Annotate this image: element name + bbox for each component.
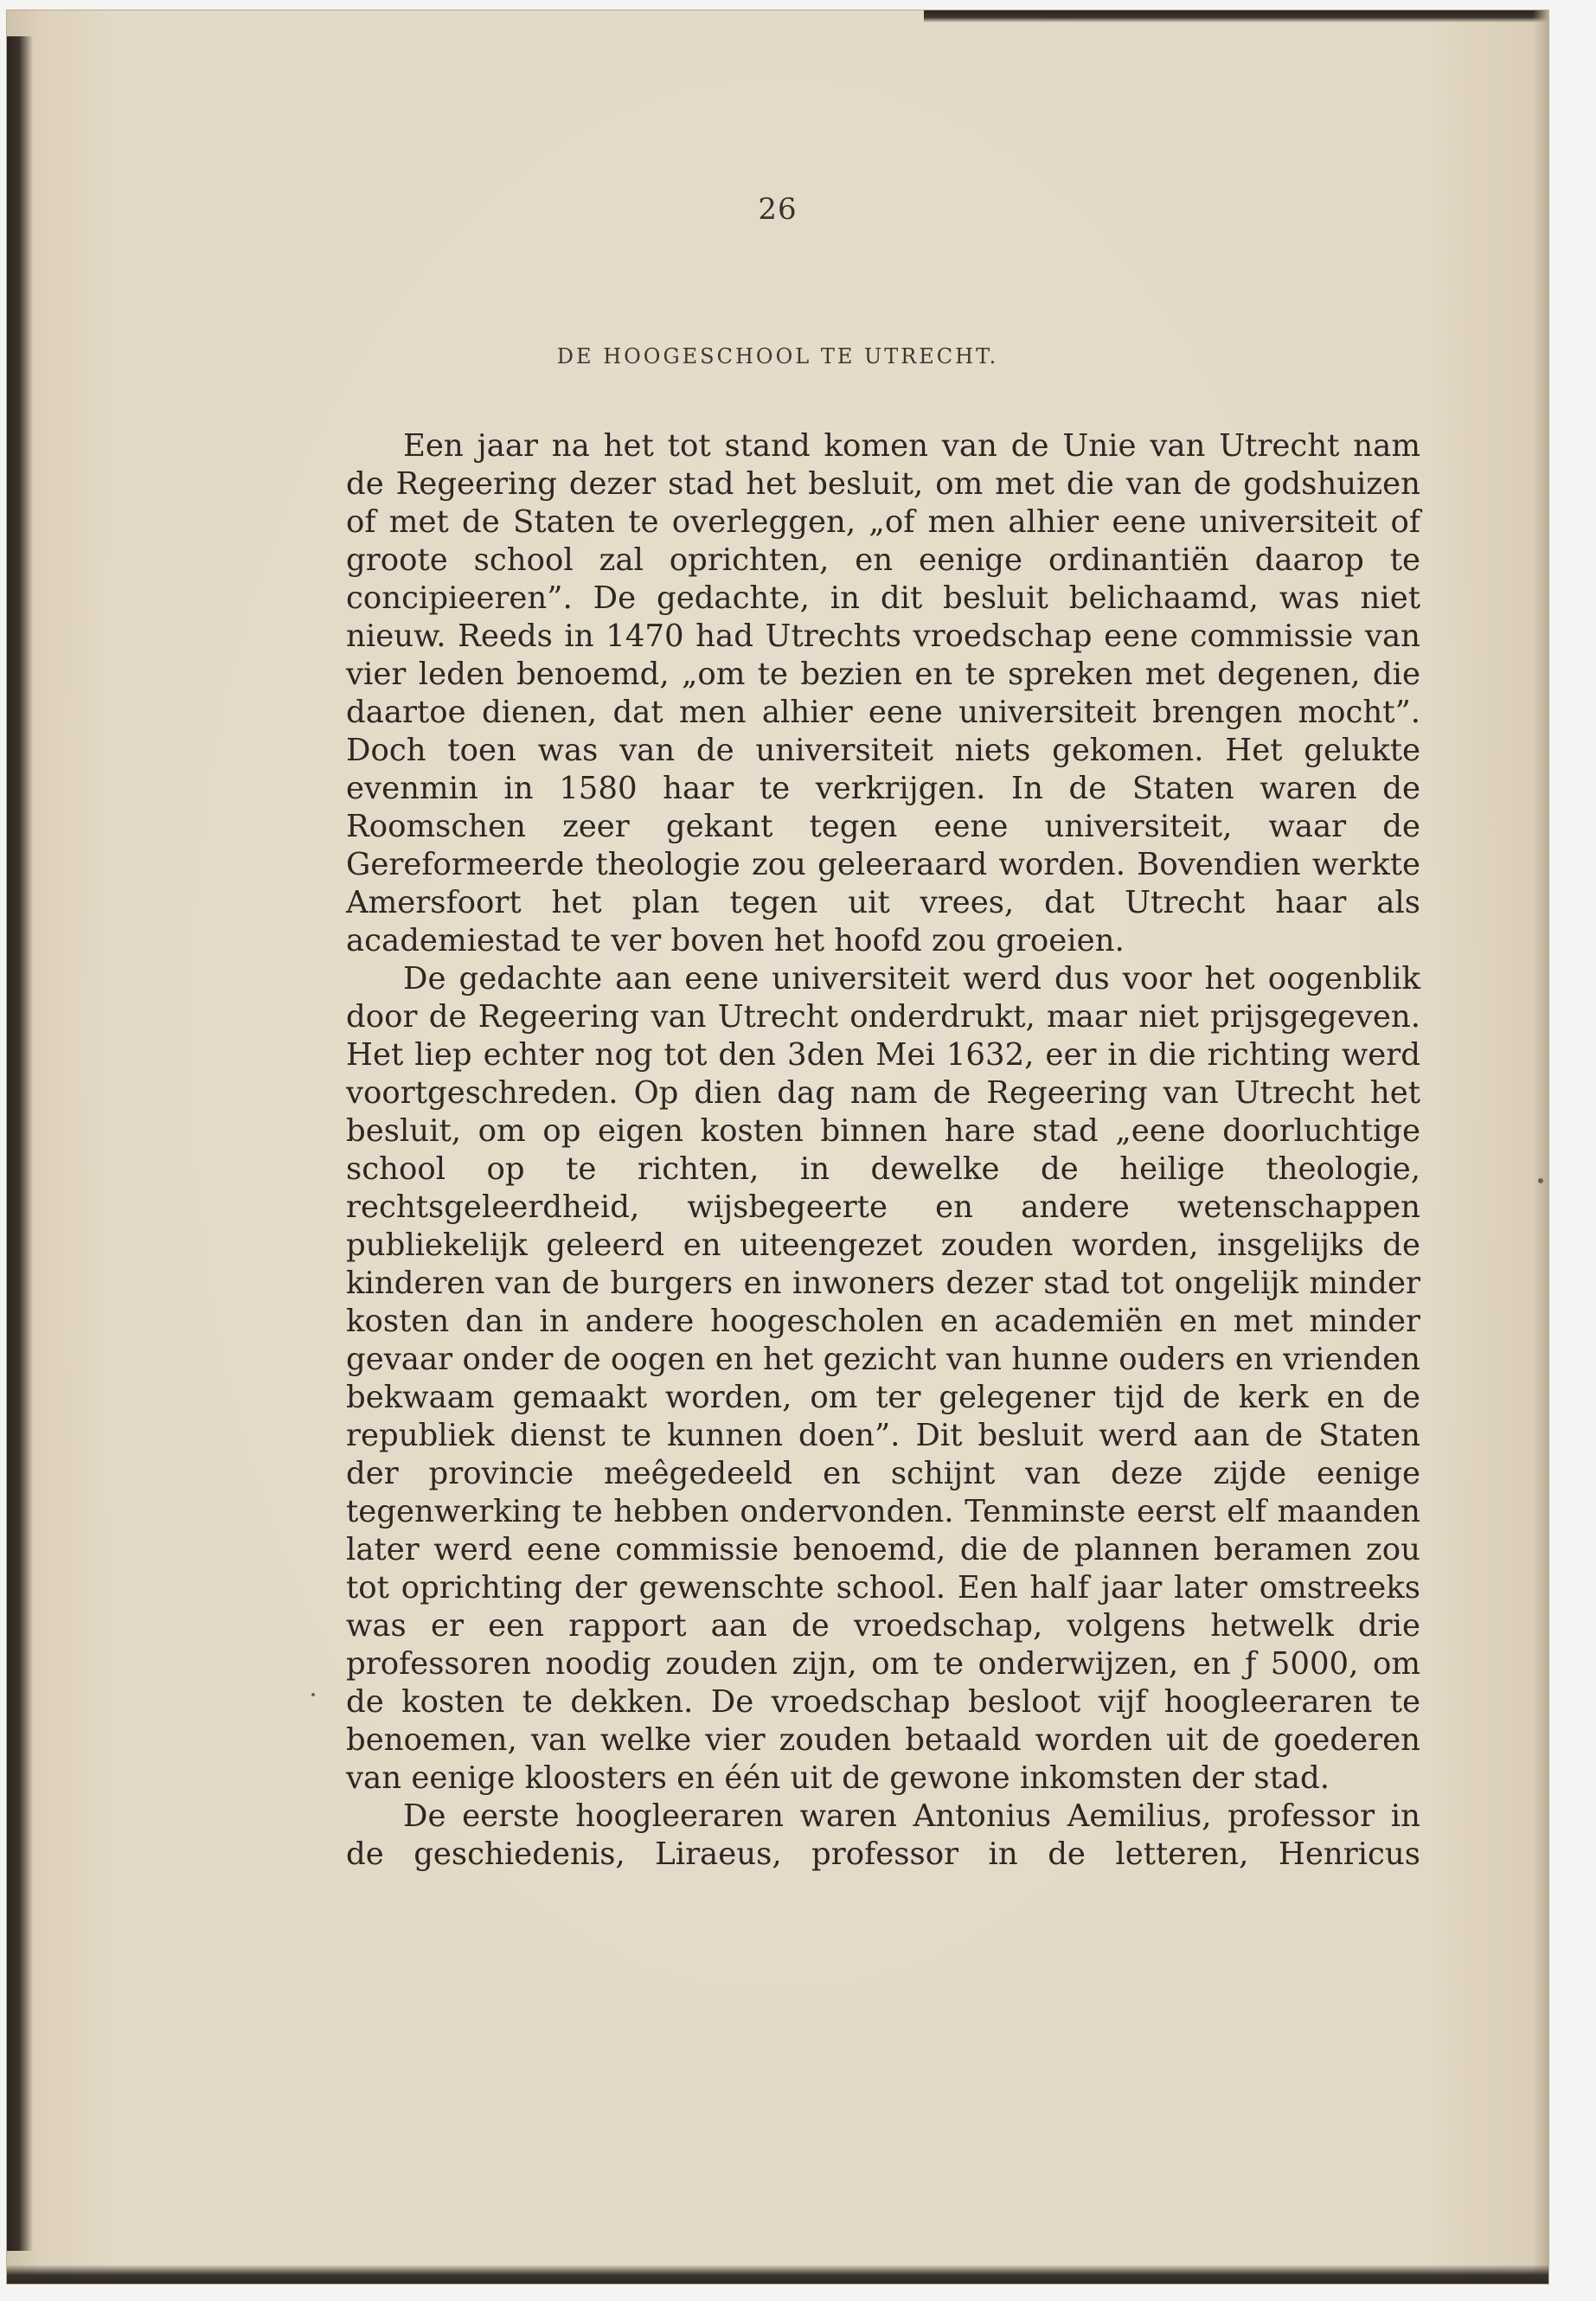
- paragraph-2: De gedachte aan eene universiteit werd dus voor het oogenblik door de Regeering van Utrecht onderdrukt, maar niet prijsgegeven. Het liep echter nog tot den 3den Mei 1632, eer in die richting werd voortgeschreden. Op dien dag nam de Regeering van Utrecht het besluit, om op eigen kosten binnen hare stad „eene doorluchtige school op te richten, in dewelke de heilige theologie, rechtsgeleerdheid, wijsbegeerte en andere wetenschappen publiekelijk geleerd en uiteengezet zouden worden, insgelijks de kinderen van de burgers en inwoners dezer stad tot ongelijk minder kosten dan in andere hoogescholen en academiën en met minder gevaar onder de oogen en het gezicht van hunne ouders en vrienden bekwaam gemaakt worden, om ter gelegener tijd de kerk en de republiek dienst te kunnen doen”. Dit besluit werd aan de Staten der provincie meêgedeeld en schijnt van deze zijde eenige tegenwerking te hebben ondervonden. Tenminste eerst elf maanden later werd eene commissie benoemd, die de plannen beramen zou tot oprichting der gewenschte school. Een half jaar later omstreeks was er een rapport aan de vroedschap, volgens hetwelk drie professoren noodig zouden zijn, om te onderwijzen, en ƒ 5000, om de kosten te dekken. De vroedschap besloot vijf hoogleeraren te benoemen, van welke vier zouden betaald worden uit de goederen van eenige kloosters en één uit de gewone inkomsten der stad.: [346, 961, 1420, 1796]
- page-number: 26: [758, 192, 798, 227]
- binding-shadow-left: [7, 36, 33, 2251]
- scan-speck: [1538, 1178, 1543, 1183]
- running-title: DE HOOGESCHOOL TE UTRECHT.: [556, 344, 999, 369]
- scan-edge-bottom: [7, 2265, 1548, 2284]
- scan-speck: [311, 1693, 315, 1696]
- paragraph-3: De eerste hoogleeraren waren Antonius Aemilius, professor in de geschiedenis, Liraeus, professor in de letteren, Henricus: [346, 1798, 1420, 1872]
- paragraph-1: Een jaar na het tot stand komen van de Unie van Utrecht nam de Regeering dezer stad het besluit, om met die van de godshuizen of met de Staten te overleggen, „of men alhier eene universiteit of groote school zal oprichten, en eenige ordinantiën daarop te concipieeren”. De gedachte, in dit besluit belichaamd, was niet nieuw. Reeds in 1470 had Utrechts vroedschap eene commissie van vier leden benoemd, „om te bezien en te spreken met degenen, die daartoe dienen, dat men alhier eene universiteit brengen mocht”. Doch toen was van de universiteit niets gekomen. Het gelukte evenmin in 1580 haar te verkrijgen. In de Staten waren de Roomschen zeer gekant tegen eene universiteit, waar de Gereformeerde theologie zou geleeraard worden. Bovendien werkte Amersfoort het plan tegen uit vrees, dat Utrecht haar als academiestad te ver boven het hoofd zou groeien.: [346, 428, 1420, 958]
- body-text: [346, 427, 1420, 1874]
- scan-edge-top: [924, 10, 1548, 22]
- scanned-page: [7, 10, 1548, 2284]
